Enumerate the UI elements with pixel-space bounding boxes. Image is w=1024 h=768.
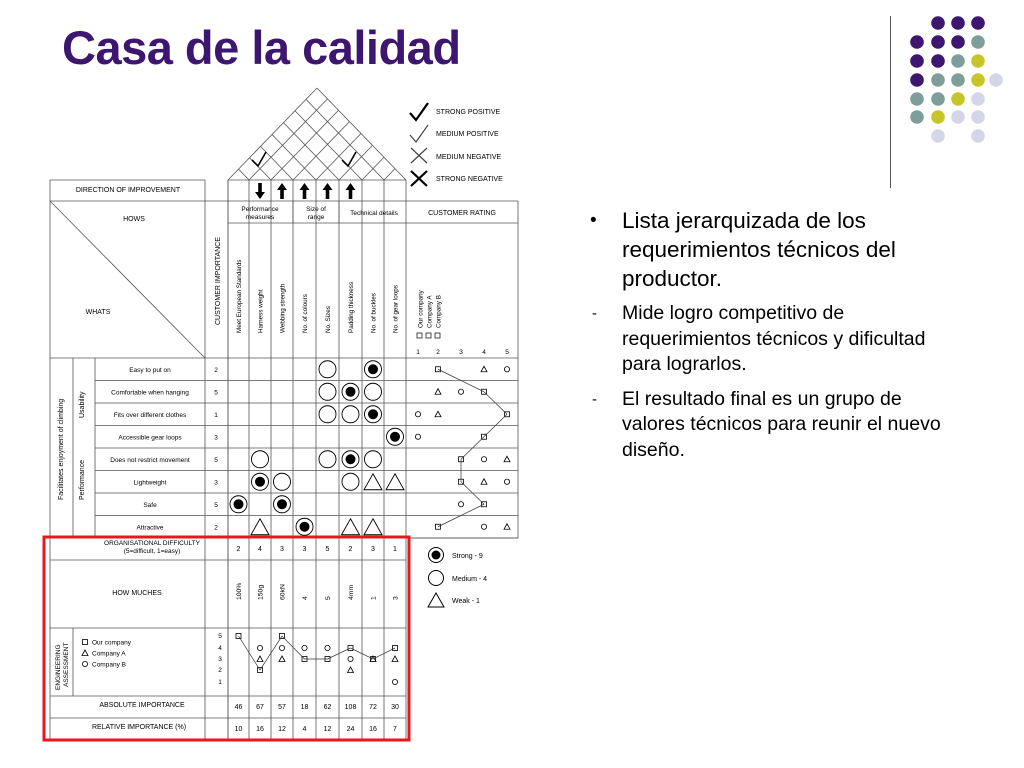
rating-mark xyxy=(504,524,510,530)
eng-legend-marker xyxy=(82,661,87,666)
diagonal-line xyxy=(50,201,205,358)
eng-legend-label: Company A xyxy=(92,650,126,658)
strong-negative-icon xyxy=(411,171,427,186)
column-label: Padding thickness xyxy=(348,281,355,333)
importance-value: 2 xyxy=(214,524,218,532)
strong-relationship-core xyxy=(390,432,400,442)
org-difficulty-value: 4 xyxy=(258,546,262,553)
medium-relationship-icon xyxy=(319,383,336,400)
column-label: No. Sizes xyxy=(325,306,332,333)
eng-mark xyxy=(392,656,398,662)
what-label: Does not restrict movement xyxy=(110,456,190,464)
group-performance: Performance xyxy=(241,206,279,213)
relative-value: 7 xyxy=(393,726,397,733)
bullet-text: El resultado final es un grupo de valores técnicos para reunir el nuevo diseño. xyxy=(622,387,941,461)
how-much-value: 3 xyxy=(392,596,400,600)
customer-importance-label: CUSTOMER IMPORTANCE xyxy=(215,237,222,325)
rating-mark xyxy=(481,366,487,372)
roof-line xyxy=(249,99,328,180)
org-difficulty-value: 1 xyxy=(393,546,397,553)
eng-mark xyxy=(279,645,284,650)
bullet-marker: - xyxy=(592,305,597,322)
roof-line xyxy=(272,135,316,180)
what-label: Comfortable when hanging xyxy=(111,389,189,397)
roof-line xyxy=(239,169,250,180)
medium-symbol-icon xyxy=(429,571,444,586)
relative-value: 16 xyxy=(256,726,264,733)
what-label: Safe xyxy=(143,501,157,509)
rating-mark xyxy=(481,457,486,462)
rating-legend-marker xyxy=(426,333,431,338)
strong-relationship-core xyxy=(300,522,310,532)
eng-mark xyxy=(348,656,353,661)
medium-relationship-icon xyxy=(365,451,382,468)
absolute-importance-label: ABSOLUTE IMPORTANCE xyxy=(99,702,185,709)
weak-relationship-icon xyxy=(386,474,404,490)
roof-line xyxy=(228,88,317,180)
org-difficulty-value: 3 xyxy=(302,546,307,553)
rating-legend-label: Our company xyxy=(417,290,425,328)
relationship-legend xyxy=(428,548,487,608)
org-difficulty-label: ORGANISATIONAL DIFFICULTY xyxy=(104,540,200,547)
arrow-up-icon xyxy=(346,183,356,199)
how-much-value: 1 xyxy=(370,596,378,600)
legend-strong-positive: STRONG POSITIVE xyxy=(436,109,501,116)
group-technical: Technical details xyxy=(350,210,398,217)
rating-mark xyxy=(458,389,463,394)
strong-relationship-core xyxy=(255,477,265,487)
medium-relationship-icon xyxy=(319,361,336,378)
rating-mark xyxy=(481,479,487,485)
org-difficulty-value: 2 xyxy=(236,546,241,553)
side-usability-label: Usability xyxy=(79,391,86,418)
eng-scale-label: 1 xyxy=(218,679,222,686)
rating-mark xyxy=(504,367,509,372)
how-much-value: 4 xyxy=(302,596,309,600)
legend-strong: Strong - 9 xyxy=(452,553,483,560)
group-size: Size of xyxy=(306,206,326,213)
strong-symbol-core xyxy=(432,551,441,560)
how-muches-label: HOW MUCHES xyxy=(112,590,162,597)
importance-value: 3 xyxy=(214,434,218,442)
rating-scale-label: 2 xyxy=(436,349,440,356)
rating-mark xyxy=(435,411,441,417)
eng-legend-marker xyxy=(82,650,88,656)
rating-legend-label: Company B xyxy=(435,295,443,328)
strong-relationship-core xyxy=(234,499,244,509)
org-difficulty-value: 2 xyxy=(348,546,353,553)
eng-legend-label: Company B xyxy=(92,661,126,669)
bullet-text: Mide logro competitivo de requerimientos técnicos y dificultad para lograrlos. xyxy=(622,302,926,375)
whats-label: WHATS xyxy=(85,309,111,316)
absolute-value: 30 xyxy=(391,704,399,711)
importance-value: 2 xyxy=(214,366,218,374)
relative-value: 4 xyxy=(302,726,307,733)
weak-relationship-icon xyxy=(364,519,382,535)
strong-relationship-core xyxy=(368,409,378,419)
eng-scale-label: 5 xyxy=(218,633,222,640)
eng-legend-marker xyxy=(83,640,88,645)
what-label: Lightweight xyxy=(133,479,167,487)
relative-value: 10 xyxy=(234,726,243,733)
org-difficulty-value: 5 xyxy=(325,546,330,553)
roof-line xyxy=(284,123,340,180)
column-label: No. of gear loops xyxy=(392,285,400,333)
what-label: Accessible gear loops xyxy=(118,434,182,442)
importance-value: 1 xyxy=(214,411,218,419)
importance-value: 3 xyxy=(214,479,218,487)
rating-scale-label: 4 xyxy=(482,349,486,356)
what-label: Easy to put on xyxy=(129,366,171,374)
legend-medium-negative: MEDIUM NEGATIVE xyxy=(436,154,502,161)
column-label: No. of buckles xyxy=(370,293,378,333)
how-much-value: 100% xyxy=(236,582,243,600)
eng-mark xyxy=(302,645,307,650)
absolute-value: 57 xyxy=(278,704,286,711)
roof-line xyxy=(306,99,384,180)
medium-relationship-icon xyxy=(342,406,359,423)
rating-legend-marker xyxy=(435,333,440,338)
our-company-eng-line xyxy=(239,636,396,670)
what-label: Fits over different clothes xyxy=(113,411,187,419)
roof-legend xyxy=(410,103,503,186)
rating-mark xyxy=(415,412,420,417)
bullet-marker: - xyxy=(592,390,597,408)
rating-legend-label: Company A xyxy=(426,295,434,328)
side-main-label: Facilitates enjoyment of climbing xyxy=(58,398,65,500)
group-size-2: range xyxy=(307,214,325,221)
rating-mark xyxy=(481,524,486,529)
absolute-value: 108 xyxy=(344,704,357,711)
strong-positive-icon xyxy=(410,103,428,120)
roof-line xyxy=(293,122,350,180)
importance-value: 5 xyxy=(214,456,218,464)
importance-value: 5 xyxy=(214,501,218,509)
how-much-value: 60kN xyxy=(279,584,287,600)
eng-scale-label: 2 xyxy=(218,667,222,674)
column-label: No. of colours xyxy=(302,294,309,333)
medium-relationship-icon xyxy=(319,451,336,468)
org-difficulty-value: 3 xyxy=(280,546,284,553)
rating-legend-marker xyxy=(417,333,422,338)
roof-line xyxy=(316,133,361,180)
rating-mark xyxy=(504,479,509,484)
absolute-value: 67 xyxy=(256,704,264,711)
rating-mark xyxy=(504,456,510,462)
arrow-up-icon xyxy=(300,183,310,199)
eng-mark xyxy=(257,656,263,662)
relative-value: 24 xyxy=(346,726,355,733)
eng-mark xyxy=(279,656,285,662)
what-label: Attractive xyxy=(136,524,164,532)
column-label: Webbing strength xyxy=(279,283,287,333)
weak-relationship-icon xyxy=(251,519,269,535)
strong-relationship-core xyxy=(277,499,287,509)
rating-mark xyxy=(458,502,463,507)
eng-mark xyxy=(348,667,354,673)
roof-line xyxy=(317,88,406,180)
medium-relationship-icon xyxy=(252,451,269,468)
eng-mark xyxy=(325,645,330,650)
column-label: Harness weight xyxy=(257,289,265,333)
customer-rating-label: CUSTOMER RATING xyxy=(428,210,496,217)
relative-value: 12 xyxy=(323,726,332,733)
how-much-value: 5 xyxy=(325,596,332,600)
eng-mark xyxy=(392,679,397,684)
absolute-value: 62 xyxy=(323,704,332,711)
importance-value: 5 xyxy=(214,389,218,397)
rating-mark xyxy=(415,434,420,439)
strong-relationship-core xyxy=(346,387,356,397)
eng-scale-label: 4 xyxy=(218,645,222,652)
medium-relationship-icon xyxy=(319,406,336,423)
legend-medium-positive: MEDIUM POSITIVE xyxy=(436,131,499,138)
rating-scale-label: 1 xyxy=(416,349,420,356)
absolute-value: 72 xyxy=(369,704,377,711)
legend-medium: Medium - 4 xyxy=(452,576,488,583)
eng-assessment-label-2: ASSESSMENT xyxy=(63,642,70,687)
medium-relationship-icon xyxy=(342,473,359,490)
hows-label: HOWS xyxy=(123,216,145,223)
relative-value: 16 xyxy=(369,726,377,733)
absolute-value: 18 xyxy=(300,704,309,711)
column-label: Meet European Standards xyxy=(236,259,243,333)
rating-scale-label: 5 xyxy=(505,349,509,356)
org-difficulty-sublabel: (5=difficult, 1=easy) xyxy=(123,548,181,555)
rating-mark xyxy=(435,389,441,395)
medium-relationship-icon xyxy=(274,473,291,490)
bullet-text: Lista jerarquizada de los requerimientos técnicos del productor. xyxy=(622,208,896,291)
how-much-value: 150g xyxy=(257,584,265,600)
weak-relationship-icon xyxy=(364,474,382,490)
relative-value: 12 xyxy=(278,726,286,733)
roof-check-icon xyxy=(252,152,266,166)
legend-weak: Weak - 1 xyxy=(452,598,480,605)
eng-legend-label: Our company xyxy=(92,639,132,647)
relative-importance-label: RELATIVE IMPORTANCE (%) xyxy=(91,724,187,731)
direction-label: DIRECTION OF IMPROVEMENT xyxy=(75,187,181,194)
eng-scale-label: 3 xyxy=(218,656,222,663)
eng-assessment-label: ENGINEERING xyxy=(55,644,62,690)
org-difficulty-value: 3 xyxy=(371,546,375,553)
absolute-value: 46 xyxy=(234,704,243,711)
arrow-up-icon xyxy=(277,183,287,199)
strong-relationship-core xyxy=(368,364,378,374)
group-performance-2: measures xyxy=(245,214,275,221)
arrow-up-icon xyxy=(323,183,333,199)
weak-relationship-icon xyxy=(342,519,360,535)
side-performance-label: Performance xyxy=(79,459,86,500)
roof-line xyxy=(384,169,395,180)
rating-scale-label: 3 xyxy=(459,349,463,356)
arrow-down-icon xyxy=(255,183,265,199)
legend-strong-negative: STRONG NEGATIVE xyxy=(436,176,503,183)
slide-title: Casa de la calidad xyxy=(62,21,461,74)
roof-check-icon xyxy=(342,152,356,166)
eng-mark xyxy=(257,645,262,650)
medium-negative-icon xyxy=(411,148,427,163)
weak-symbol-icon xyxy=(428,593,444,607)
bullet-marker: • xyxy=(590,210,597,231)
medium-positive-icon xyxy=(410,125,428,142)
medium-relationship-icon xyxy=(365,383,382,400)
how-much-value: 4mm xyxy=(348,584,355,600)
strong-relationship-core xyxy=(346,454,356,464)
